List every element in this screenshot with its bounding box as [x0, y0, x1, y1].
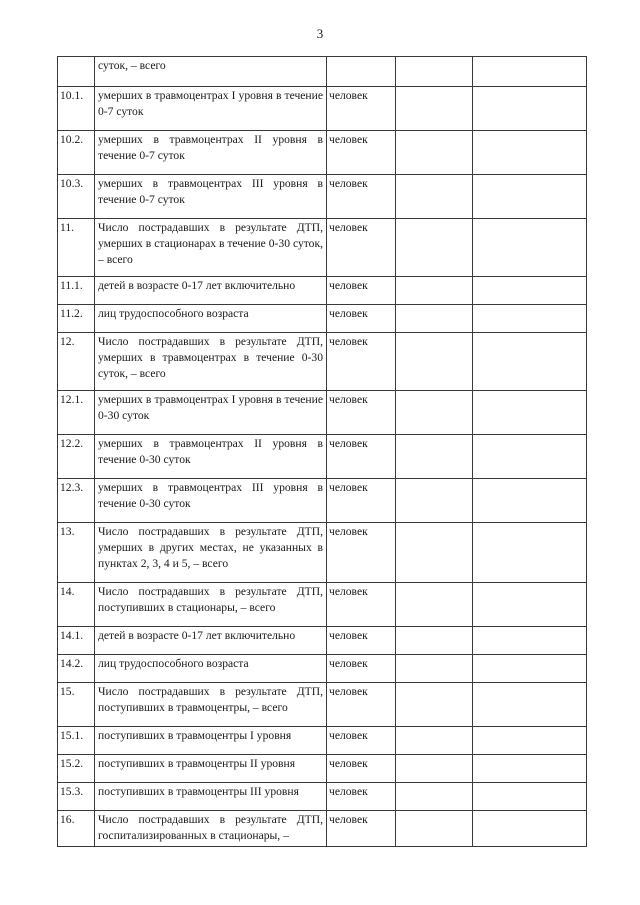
- row-description-cell: умерших в травмоцентрах I уровня в течение 0-30 суток: [95, 391, 327, 435]
- value-cell-2: [473, 333, 587, 391]
- value-cell-1: [396, 655, 473, 683]
- row-description-cell: поступивших в травмоцентры II уровня: [95, 755, 327, 783]
- table-row: [58, 435, 587, 479]
- value-cell-1: [396, 811, 473, 847]
- value-cell-1: [396, 391, 473, 435]
- table-row: [58, 727, 587, 755]
- row-number-cell: 15.2.: [58, 755, 95, 783]
- row-unit-cell: человек: [327, 627, 396, 655]
- table-row: [58, 131, 587, 175]
- row-number-cell: 13.: [58, 523, 95, 583]
- table-row: [58, 811, 587, 847]
- row-description-cell: Число пострадавших в результате ДТП, поступивших в стационары, – всего: [95, 583, 327, 627]
- value-cell-1: [396, 131, 473, 175]
- row-number-cell: 14.2.: [58, 655, 95, 683]
- row-number-cell: 11.2.: [58, 305, 95, 333]
- row-number-cell: 14.1.: [58, 627, 95, 655]
- table-row: [58, 627, 587, 655]
- row-unit-cell: человек: [327, 655, 396, 683]
- row-description-cell: суток, – всего: [95, 57, 327, 87]
- row-unit-cell: человек: [327, 175, 396, 219]
- row-description-cell: Число пострадавших в результате ДТП, поступивших в травмоцентры, – всего: [95, 683, 327, 727]
- row-number-cell: [58, 57, 95, 87]
- value-cell-1: [396, 755, 473, 783]
- row-number-cell: 15.1.: [58, 727, 95, 755]
- row-unit-cell: человек: [327, 683, 396, 727]
- value-cell-2: [473, 57, 587, 87]
- value-cell-2: [473, 131, 587, 175]
- table-row: [58, 305, 587, 333]
- row-description-cell: умерших в травмоцентрах I уровня в течение 0-7 суток: [95, 87, 327, 131]
- row-number-cell: 12.3.: [58, 479, 95, 523]
- value-cell-1: [396, 87, 473, 131]
- row-unit-cell: человек: [327, 435, 396, 479]
- row-number-cell: 15.: [58, 683, 95, 727]
- row-unit-cell: [327, 57, 396, 87]
- page-number: 3: [316, 26, 324, 41]
- table-row: [58, 219, 587, 277]
- row-unit-cell: человек: [327, 811, 396, 847]
- row-number-cell: 10.2.: [58, 131, 95, 175]
- value-cell-1: [396, 583, 473, 627]
- value-cell-2: [473, 683, 587, 727]
- table-row: [58, 87, 587, 131]
- row-number-cell: 12.: [58, 333, 95, 391]
- row-number-cell: 14.: [58, 583, 95, 627]
- statistics-table-body: [58, 57, 587, 847]
- row-unit-cell: человек: [327, 131, 396, 175]
- value-cell-1: [396, 783, 473, 811]
- row-unit-cell: человек: [327, 333, 396, 391]
- table-row: [58, 523, 587, 583]
- value-cell-1: [396, 333, 473, 391]
- value-cell-2: [473, 479, 587, 523]
- row-description-cell: детей в возрасте 0-17 лет включительно: [95, 277, 327, 305]
- value-cell-2: [473, 175, 587, 219]
- row-unit-cell: человек: [327, 305, 396, 333]
- value-cell-2: [473, 87, 587, 131]
- row-unit-cell: человек: [327, 783, 396, 811]
- value-cell-2: [473, 583, 587, 627]
- value-cell-2: [473, 811, 587, 847]
- row-unit-cell: человек: [327, 277, 396, 305]
- row-description-cell: умерших в травмоцентрах II уровня в течение 0-30 суток: [95, 435, 327, 479]
- value-cell-2: [473, 523, 587, 583]
- row-unit-cell: человек: [327, 727, 396, 755]
- row-unit-cell: человек: [327, 523, 396, 583]
- row-number-cell: 10.1.: [58, 87, 95, 131]
- value-cell-1: [396, 683, 473, 727]
- row-description-cell: лиц трудоспособного возраста: [95, 305, 327, 333]
- table-row: [58, 479, 587, 523]
- row-description-cell: лиц трудоспособного возраста: [95, 655, 327, 683]
- row-description-cell: Число пострадавших в результате ДТП, умерших в стационарах в течение 0-30 суток, – всего: [95, 219, 327, 277]
- value-cell-2: [473, 783, 587, 811]
- row-description-cell: умерших в травмоцентрах II уровня в течение 0-7 суток: [95, 131, 327, 175]
- value-cell-2: [473, 627, 587, 655]
- row-unit-cell: человек: [327, 391, 396, 435]
- value-cell-2: [473, 219, 587, 277]
- row-description-cell: поступивших в травмоцентры I уровня: [95, 727, 327, 755]
- row-description-cell: Число пострадавших в результате ДТП, умерших в травмоцентрах в течение 0-30 суток, – всего: [95, 333, 327, 391]
- statistics-table: [57, 56, 587, 847]
- value-cell-1: [396, 277, 473, 305]
- table-row: [58, 391, 587, 435]
- row-unit-cell: человек: [327, 87, 396, 131]
- value-cell-1: [396, 305, 473, 333]
- table-row: [58, 57, 587, 87]
- value-cell-2: [473, 435, 587, 479]
- table-row: [58, 175, 587, 219]
- row-unit-cell: человек: [327, 479, 396, 523]
- row-unit-cell: человек: [327, 219, 396, 277]
- row-number-cell: 16.: [58, 811, 95, 847]
- value-cell-1: [396, 523, 473, 583]
- table-row: [58, 655, 587, 683]
- row-number-cell: 10.3.: [58, 175, 95, 219]
- row-description-cell: Число пострадавших в результате ДТП, умерших в других местах, не указанных в пунктах 2, 3, 4 и 5, – всего: [95, 523, 327, 583]
- row-description-cell: Число пострадавших в результате ДТП, госпитализированных в стационары, –: [95, 811, 327, 847]
- value-cell-1: [396, 479, 473, 523]
- value-cell-1: [396, 627, 473, 655]
- row-number-cell: 12.1.: [58, 391, 95, 435]
- row-unit-cell: человек: [327, 583, 396, 627]
- row-number-cell: 12.2.: [58, 435, 95, 479]
- value-cell-2: [473, 391, 587, 435]
- row-number-cell: 11.: [58, 219, 95, 277]
- row-description-cell: детей в возрасте 0-17 лет включительно: [95, 627, 327, 655]
- value-cell-2: [473, 727, 587, 755]
- value-cell-2: [473, 277, 587, 305]
- value-cell-2: [473, 655, 587, 683]
- table-row: [58, 277, 587, 305]
- row-description-cell: поступивших в травмоцентры III уровня: [95, 783, 327, 811]
- row-description-cell: умерших в травмоцентрах III уровня в течение 0-30 суток: [95, 479, 327, 523]
- table-row: [58, 583, 587, 627]
- value-cell-2: [473, 755, 587, 783]
- value-cell-2: [473, 305, 587, 333]
- row-number-cell: 11.1.: [58, 277, 95, 305]
- value-cell-1: [396, 435, 473, 479]
- value-cell-1: [396, 219, 473, 277]
- row-unit-cell: человек: [327, 755, 396, 783]
- table-row: [58, 755, 587, 783]
- table-row: [58, 333, 587, 391]
- row-description-cell: умерших в травмоцентрах III уровня в течение 0-7 суток: [95, 175, 327, 219]
- table-row: [58, 683, 587, 727]
- value-cell-1: [396, 57, 473, 87]
- value-cell-1: [396, 727, 473, 755]
- table-row: [58, 783, 587, 811]
- row-number-cell: 15.3.: [58, 783, 95, 811]
- value-cell-1: [396, 175, 473, 219]
